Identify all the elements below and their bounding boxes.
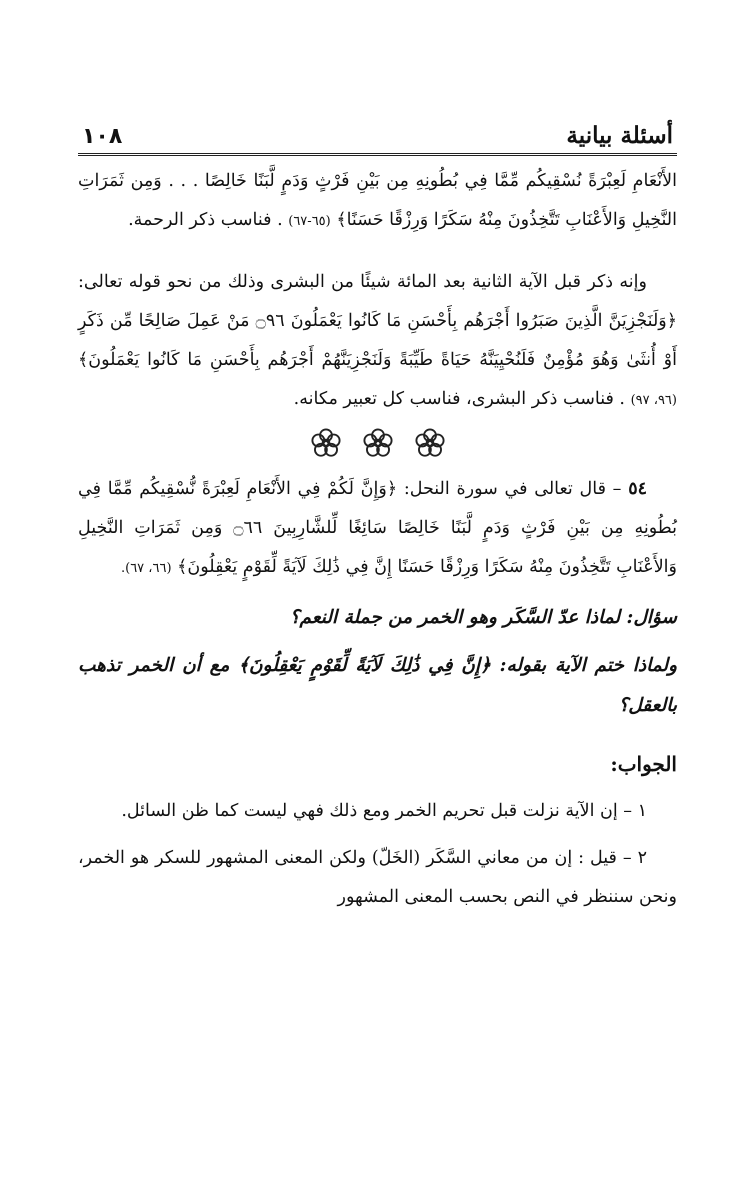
section-divider [78,426,677,460]
answer-point-2: ٢ – قيل : إن من معاني السَّكَر (الخَلّ) ولكن المعنى المشهور للسكر هو الخمر، ونحن سننظر في النص بحسب المعنى المشهور [78,848,677,907]
page-header [78,105,677,156]
verse-fragment-line1: الأَنْعَامِ لَعِبْرَةً نُسْقِيكُم مِّمَّا فِي بُطُونِهِ مِن بَيْنِ فَرْثٍ وَدَمٍ لَّبَنًا خَالِصًا . . . وَمِن ثَمَرَاتِ [78,171,677,191]
flower-ornament-icon [361,426,395,460]
paragraph-tail: . فناسب ذكر البشرى، فناسب كل تعبير مكانه. [293,389,625,409]
page-number: ١٠٨ [82,124,123,149]
paragraph-continuation [78,162,677,241]
verse-reference: (٦٦، ٦٧). [120,561,172,576]
answer-heading: الجواب: [610,752,677,776]
paragraph-question-54 [78,470,677,588]
flower-ornament-icon [309,426,343,460]
question-line-1 [78,598,677,638]
question-line-2: ولماذا ختم الآية بقوله: ﴿إِنَّ فِي ذَٰلِكَ لَآيَةً لِّقَوْمٍ يَعْقِلُونَ﴾ مع أن الخمر تذهب بالعقل؟ [78,655,677,716]
paragraph-glad-tidings [78,263,677,420]
paragraph-tail: . فناسب ذكر الرحمة. [128,210,283,230]
question-number: ٥٤ [628,479,647,499]
verse-reference: (٩٦، ٩٧) [630,393,677,408]
answer-point-1: ١ – إن الآية نزلت قبل تحريم الخمر ومع ذلك فهي ليست كما ظن السائل. [121,801,647,821]
paragraph-text: وإنه ذكر قبل الآية الثانية بعد المائة شيئًا من البشرى وذلك من نحو قوله تعالى: ﴿وَلَنَجْزِيَنَّ الَّذِينَ صَبَرُوا أَجْرَهُم بِأَحْسَنِ مَا كَانُوا يَعْمَلُونَ ۝٩٦ مَنْ عَمِلَ صَالِحًا مِّن ذَكَرٍ أَوْ أُنثَىٰ وَهُوَ مُؤْمِنٌ فَلَنُحْيِيَنَّهُ حَيَاةً طَيِّبَةً وَلَنَجْزِيَنَّهُمْ أَجْرَهُم بِأَحْسَنِ مَا كَانُوا يَعْمَلُونَ﴾ [78,272,677,370]
flower-ornament-icon [413,426,447,460]
verse-reference: (٦٥-٦٧) [288,214,331,229]
book-page [78,105,677,917]
paragraph-text: – قال تعالى في سورة النحل: ﴿وَإِنَّ لَكُمْ فِي الأَنْعَامِ لَعِبْرَةً نُّسْقِيكُم مِّمَّا فِي بُطُونِهِ مِن بَيْنِ فَرْثٍ وَدَمٍ لَّبَنًا خَالِصًا سَائِغًا لِّلشَّارِبِينَ ۝٦٦ وَمِن ثَمَرَاتِ النَّخِيلِ وَالأَعْنَابِ تَتَّخِذُونَ مِنْهُ سَكَرًا وَرِزْقًا حَسَنًا إِنَّ فِي ذَٰلِكَ لَآيَةً لِّقَوْمٍ يَعْقِلُونَ﴾ [78,479,677,577]
book-title: أسئلة بيانية [566,122,673,149]
verse-fragment-line2: النَّخِيلِ وَالأَعْنَابِ تَتَّخِذُونَ مِنْهُ سَكَرًا وَرِزْقًا حَسَنًا﴾ [336,210,677,230]
question-text: لماذا عدّ السَّكَر وهو الخمر من جملة النعم؟ [289,607,621,628]
question-label: سؤال: [626,607,677,628]
